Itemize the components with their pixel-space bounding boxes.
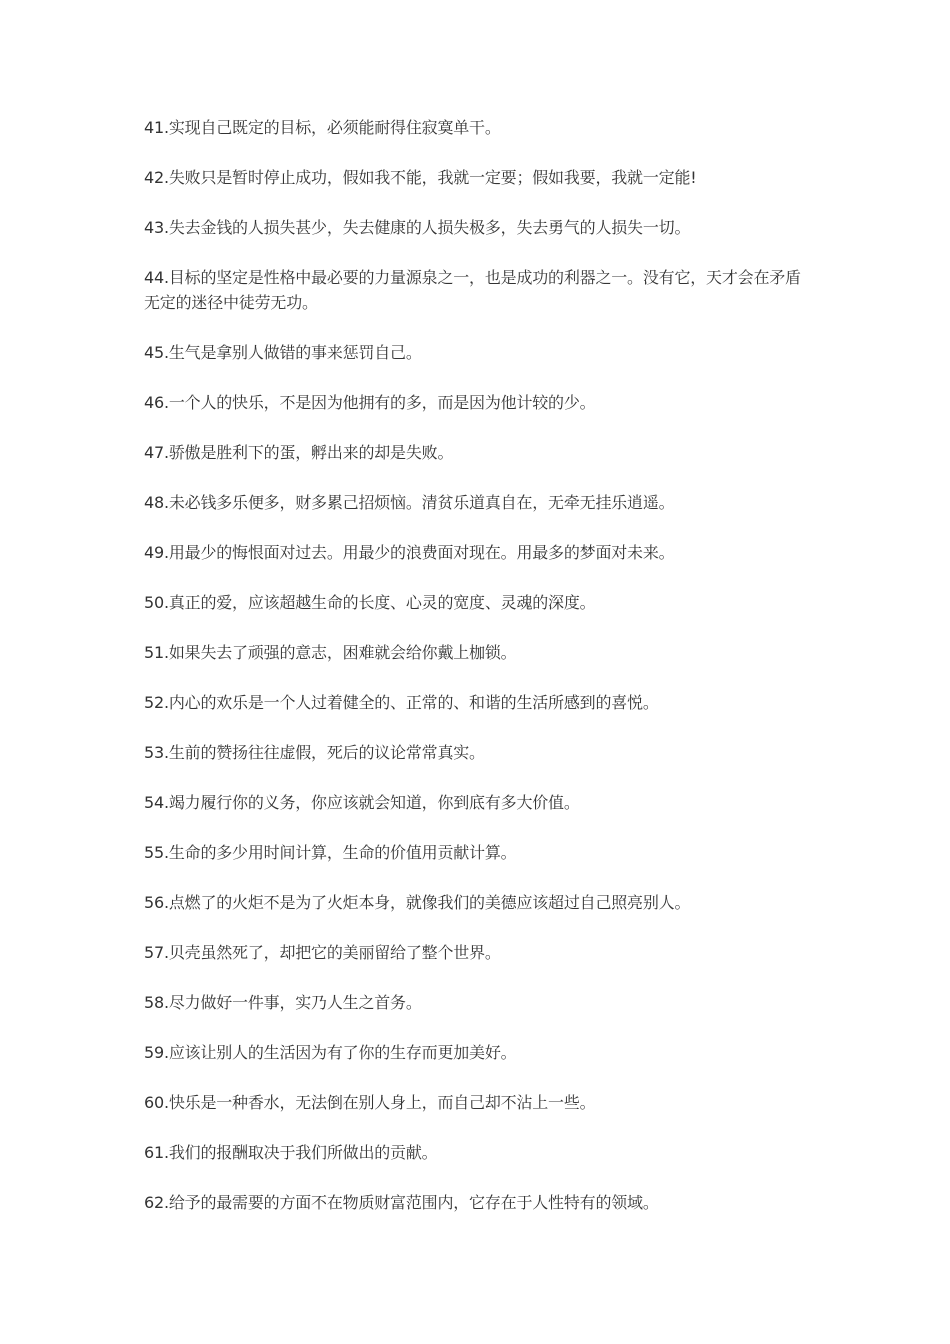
quote-50: 50.真正的爱，应该超越生命的长度、心灵的宽度、灵魂的深度。: [144, 593, 596, 612]
quote-61: 61.我们的报酬取决于我们所做出的贡献。: [144, 1143, 438, 1162]
quote-41: 41.实现自己既定的目标，必须能耐得住寂寞单干。: [144, 118, 501, 137]
quote-51: 51.如果失去了顽强的意志，困难就会给你戴上枷锁。: [144, 643, 517, 662]
quote-49: 49.用最少的悔恨面对过去。用最少的浪费面对现在。用最多的梦面对未来。: [144, 543, 675, 562]
quote-55: 55.生命的多少用时间计算，生命的价值用贡献计算。: [144, 843, 517, 862]
quote-52: 52.内心的欢乐是一个人过着健全的、正常的、和谐的生活所感到的喜悦。: [144, 693, 659, 712]
quote-43: 43.失去金钱的人损失甚少，失去健康的人损失极多，失去勇气的人损失一切。: [144, 218, 691, 237]
quote-47: 47.骄傲是胜利下的蛋，孵出来的却是失败。: [144, 443, 454, 462]
quote-45: 45.生气是拿别人做错的事来惩罚自己。: [144, 343, 422, 362]
quote-62: 62.给予的最需要的方面不在物质财富范围内，它存在于人性特有的领域。: [144, 1193, 659, 1212]
document-page: [144, 115, 812, 1240]
quote-54: 54.竭力履行你的义务，你应该就会知道，你到底有多大价值。: [144, 793, 580, 812]
quote-46: 46.一个人的快乐，不是因为他拥有的多，而是因为他计较的少。: [144, 393, 596, 412]
quote-44: 44.目标的坚定是性格中最必要的力量源泉之一，也是成功的利器之一。没有它，天才会在矛盾无定的迷径中徒劳无功。: [144, 268, 801, 312]
quote-56: 56.点燃了的火炬不是为了火炬本身，就像我们的美德应该超过自己照亮别人。: [144, 893, 691, 912]
quote-58: 58.尽力做好一件事，实乃人生之首务。: [144, 993, 422, 1012]
quote-53: 53.生前的赞扬往往虚假，死后的议论常常真实。: [144, 743, 485, 762]
quote-60: 60.快乐是一种香水，无法倒在别人身上，而自己却不沾上一些。: [144, 1093, 596, 1112]
quote-57: 57.贝壳虽然死了，却把它的美丽留给了整个世界。: [144, 943, 501, 962]
quote-48: 48.未必钱多乐便多，财多累己招烦恼。清贫乐道真自在，无牵无挂乐逍遥。: [144, 493, 675, 512]
quote-59: 59.应该让别人的生活因为有了你的生存而更加美好。: [144, 1043, 517, 1062]
quote-42: 42.失败只是暂时停止成功，假如我不能，我就一定要；假如我要，我就一定能!: [144, 168, 697, 187]
